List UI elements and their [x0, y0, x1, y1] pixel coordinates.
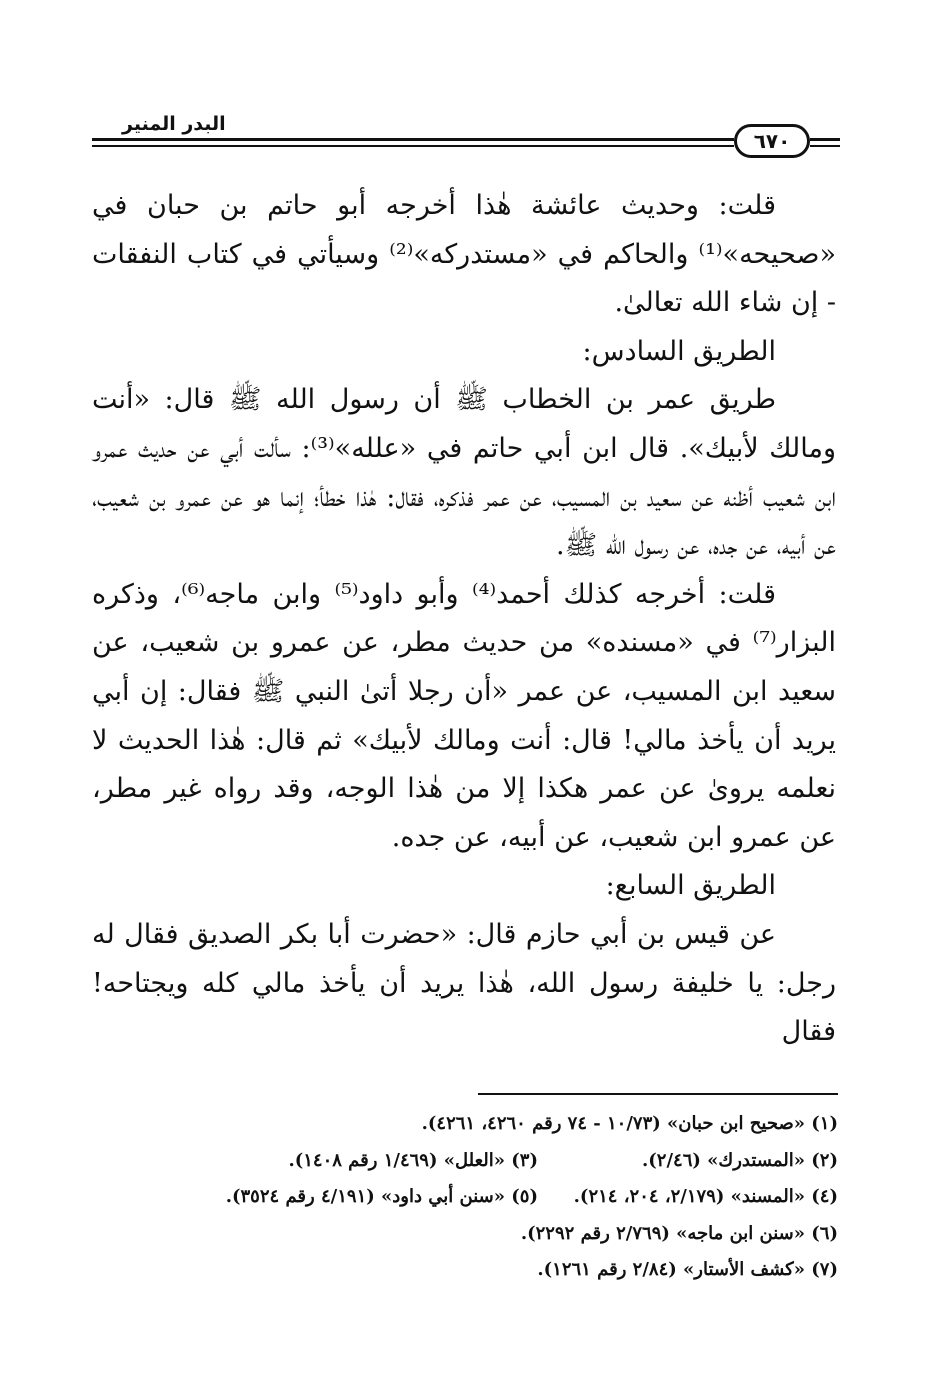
paragraph: عن قيس بن أبي حازم قال: «حضرت أبا بكر الصديق فقال له رجل: يا خليفة رسول الله، هٰذا يريد أن يأخذ مالي كله ويجتاحه! فقال — [92, 918, 836, 1048]
header-rule — [810, 138, 840, 141]
footnote: (٢) «المستدرك» (٢/٤٦). — [641, 1149, 838, 1171]
page-number: ٦٧٠ — [734, 124, 810, 158]
footnote: (١) «صحيح ابن حبان» (١٠/٧٣ - ٧٤ رقم ٤٢٦٠، ٤٢٦١). — [421, 1113, 838, 1134]
header-rule — [92, 138, 734, 141]
footnote-rule — [478, 1093, 838, 1095]
footnote: (٣) «العلل» (١/٤٦٩ رقم ١٤٠٨). — [288, 1149, 538, 1171]
header-rule — [92, 145, 734, 147]
body-text — [92, 182, 836, 1057]
footnote: (٧) «كشف الأستار» (٢/٨٤ رقم ١٢٦١). — [537, 1259, 838, 1280]
footnote-row — [92, 1179, 838, 1216]
footnote: (٦) «سنن ابن ماجه» (٢/٧٦٩ رقم ٢٢٩٢). — [520, 1222, 838, 1244]
section-heading: الطريق السادس: — [582, 335, 776, 367]
paragraph: قلت: وحديث عائشة هٰذا أخرجه أبو حاتم بن حبان في «صحيحه»⁽¹⁾ والحاكم في «مستدركه»⁽²⁾ وسيأتي في كتاب النفقات - إن شاء الله تعالىٰ. — [92, 190, 836, 319]
running-title: البدر المنير — [122, 113, 226, 135]
page-header — [92, 112, 840, 162]
paragraph: طريق عمر بن الخطاب ﷺ أن رسول الله ﷺ قال: «أنت ومالك لأبيك». قال ابن أبي حاتم في «علله»⁽³⁾: سألت أبي عن حديث عمرو ابن شعيب أظنه عن سعيد بن المسيب، عن عمر فذكره، فقال: هٰذا خطأ؛ إنما هو عن عمرو بن شعيب، عن أبيه، عن جده، عن رسول الله ﷺ. — [92, 384, 836, 562]
section-heading: الطريق السابع: — [605, 870, 776, 902]
header-rule — [810, 145, 840, 147]
paragraph: قلت: أخرجه كذلك أحمد⁽⁴⁾ وأبو داود⁽⁵⁾ وابن ماجه⁽⁶⁾، وذكره البزار⁽⁷⁾ في «مسنده» من حديث مطر، عن عمرو بن شعيب، عن سعيد ابن المسيب، عن عمر «أن رجلا أتىٰ النبي ﷺ فقال: إن أبي يريد أن يأخذ مالي! قال: أنت ومالك لأبيك» ثم قال: هٰذا الحديث لا نعلمه يرویٰ عن عمر هكذا إلا من هٰذا الوجه، وقد رواه غير مطر، عن عمرو ابن شعيب، عن أبيه، عن جده. — [92, 578, 836, 853]
footnote-row — [92, 1143, 838, 1180]
footnotes — [92, 1106, 838, 1289]
footnote: (٥) «سنن أبي داود» (٤/١٩١ رقم ٣٥٢٤). — [225, 1186, 538, 1207]
footnote: (٤) «المسند» (٢/١٧٩، ٢٠٤، ٢١٤). — [573, 1186, 838, 1207]
